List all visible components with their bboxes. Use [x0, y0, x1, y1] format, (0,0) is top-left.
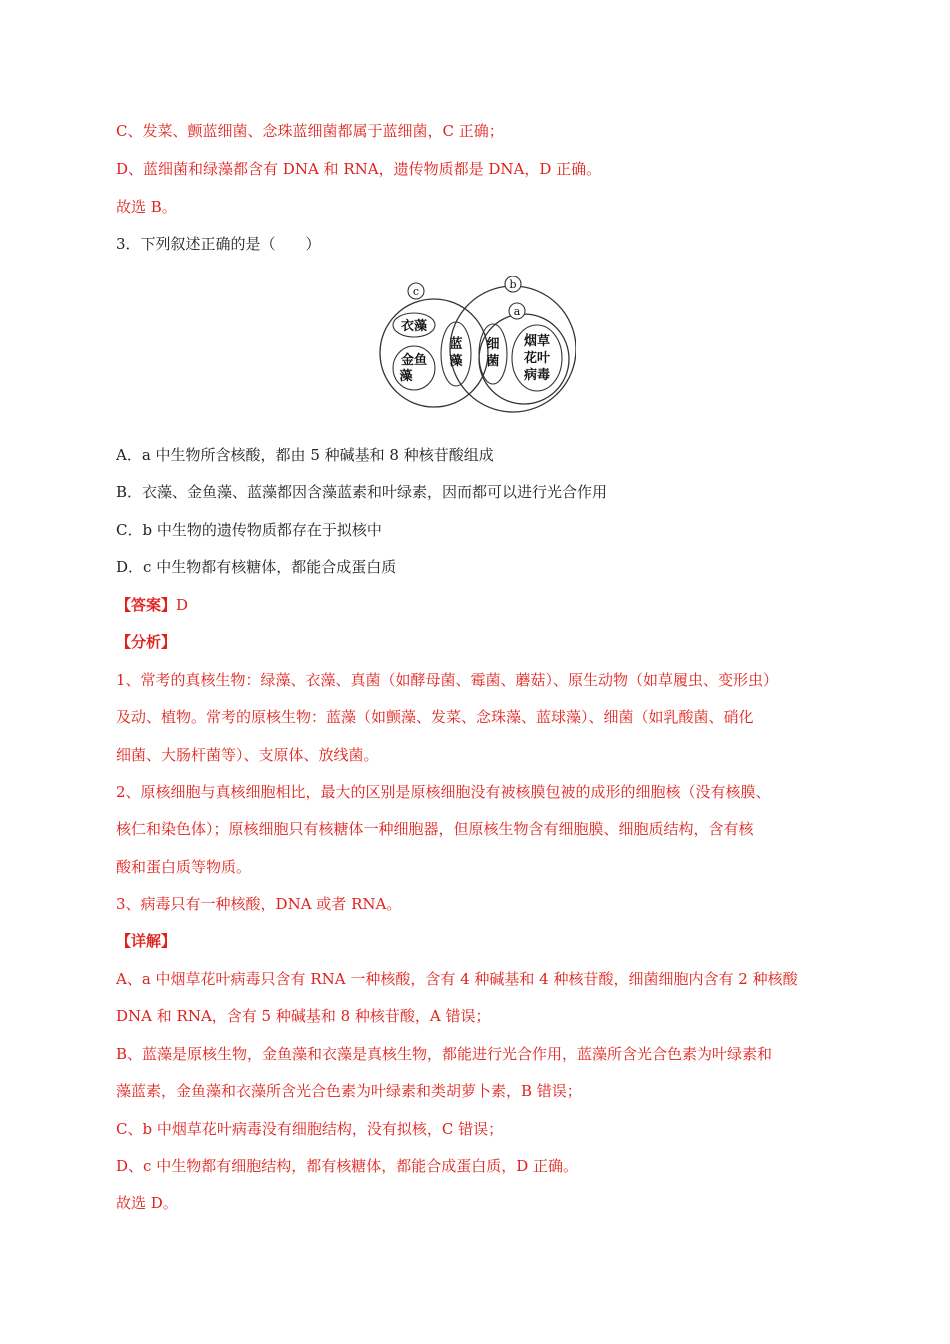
detail-line: A、a 中烟草花叶病毒只含有 RNA 一种核酸，含有 4 种碱基和 4 种核苷酸，细菌细胞内含有 2 种核酸 — [116, 970, 798, 988]
analysis-line: 及动、植物。常考的原核生物：蓝藻（如颤藻、发菜、念珠藻、蓝球藻）、细菌（如乳酸菌、硝化 — [116, 708, 754, 726]
svg-text:烟草: 烟草 — [523, 334, 551, 349]
svg-text:蓝: 蓝 — [449, 337, 463, 352]
analysis-label: 【分析】 — [116, 633, 177, 651]
analysis-line: 1、常考的真核生物：绿藻、衣藻、真菌（如酵母菌、霉菌、蘑菇）、原生动物（如草履虫、变形虫） — [116, 671, 779, 689]
label-b: b — [509, 278, 517, 291]
detail-label: 【详解】 — [116, 932, 177, 950]
svg-text:藻: 藻 — [449, 354, 463, 369]
detail-line: 故选 D。 — [116, 1194, 178, 1212]
detail-line: 藻蓝素，金鱼藻和衣藻所含光合色素为叶绿素和类胡萝卜素，B 错误； — [116, 1082, 582, 1100]
analysis-line: 3、病毒只有一种核酸，DNA 或者 RNA。 — [116, 895, 402, 913]
detail-line: DNA 和 RNA，含有 5 种碱基和 8 种核苷酸，A 错误； — [116, 1007, 491, 1025]
answer-value: D — [176, 596, 189, 614]
detail-line: C、b 中烟草花叶病毒没有细胞结构，没有拟核，C 错误； — [116, 1120, 504, 1138]
option-b: B．衣藻、金鱼藻、蓝藻都因含藻蓝素和叶绿素，因而都可以进行光合作用 — [116, 483, 608, 501]
svg-text:花叶: 花叶 — [523, 351, 551, 366]
venn-diagram — [376, 276, 576, 416]
svg-text:病毒: 病毒 — [523, 368, 551, 383]
analysis-line: 核仁和染色体）；原核细胞只有核糖体一种细胞器，但原核生物含有细胞膜、细胞质结构，含有核 — [116, 820, 754, 838]
analysis-line: 酸和蛋白质等物质。 — [116, 858, 252, 876]
question-stem: 3．下列叙述正确的是（ ） — [116, 235, 321, 253]
text-line: 故选 B。 — [116, 198, 177, 216]
detail-line: B、蓝藻是原核生物，金鱼藻和衣藻是真核生物，都能进行光合作用，蓝藻所含光合色素为叶绿素和 — [116, 1045, 773, 1063]
option-c: C．b 中生物的遗传物质都存在于拟核中 — [116, 521, 382, 539]
svg-text:衣藻: 衣藻 — [400, 319, 428, 334]
answer-label: 【答案】 — [116, 596, 177, 614]
text-line: C、发菜、颤蓝细菌、念珠蓝细菌都属于蓝细菌，C 正确； — [116, 122, 504, 140]
detail-line: D、c 中生物都有细胞结构，都有核糖体，都能合成蛋白质，D 正确。 — [116, 1157, 578, 1175]
answer-line — [116, 594, 188, 616]
svg-text:细: 细 — [486, 337, 500, 352]
text-line: D、蓝细菌和绿藻都含有 DNA 和 RNA，遗传物质都是 DNA，D 正确。 — [116, 160, 602, 178]
svg-text:菌: 菌 — [486, 354, 500, 369]
label-c: c — [412, 285, 420, 298]
analysis-line: 2、原核细胞与真核细胞相比，最大的区别是原核细胞没有被核膜包被的成形的细胞核（没有核膜、 — [116, 783, 771, 801]
option-a: A．a 中生物所含核酸，都由 5 种碱基和 8 种核苷酸组成 — [116, 446, 494, 464]
svg-text:金鱼: 金鱼 — [400, 353, 428, 368]
svg-text:藻: 藻 — [399, 369, 413, 384]
label-a: a — [513, 305, 521, 318]
option-d: D．c 中生物都有核糖体，都能合成蛋白质 — [116, 558, 397, 576]
analysis-line: 细菌、大肠杆菌等）、支原体、放线菌。 — [116, 746, 379, 764]
